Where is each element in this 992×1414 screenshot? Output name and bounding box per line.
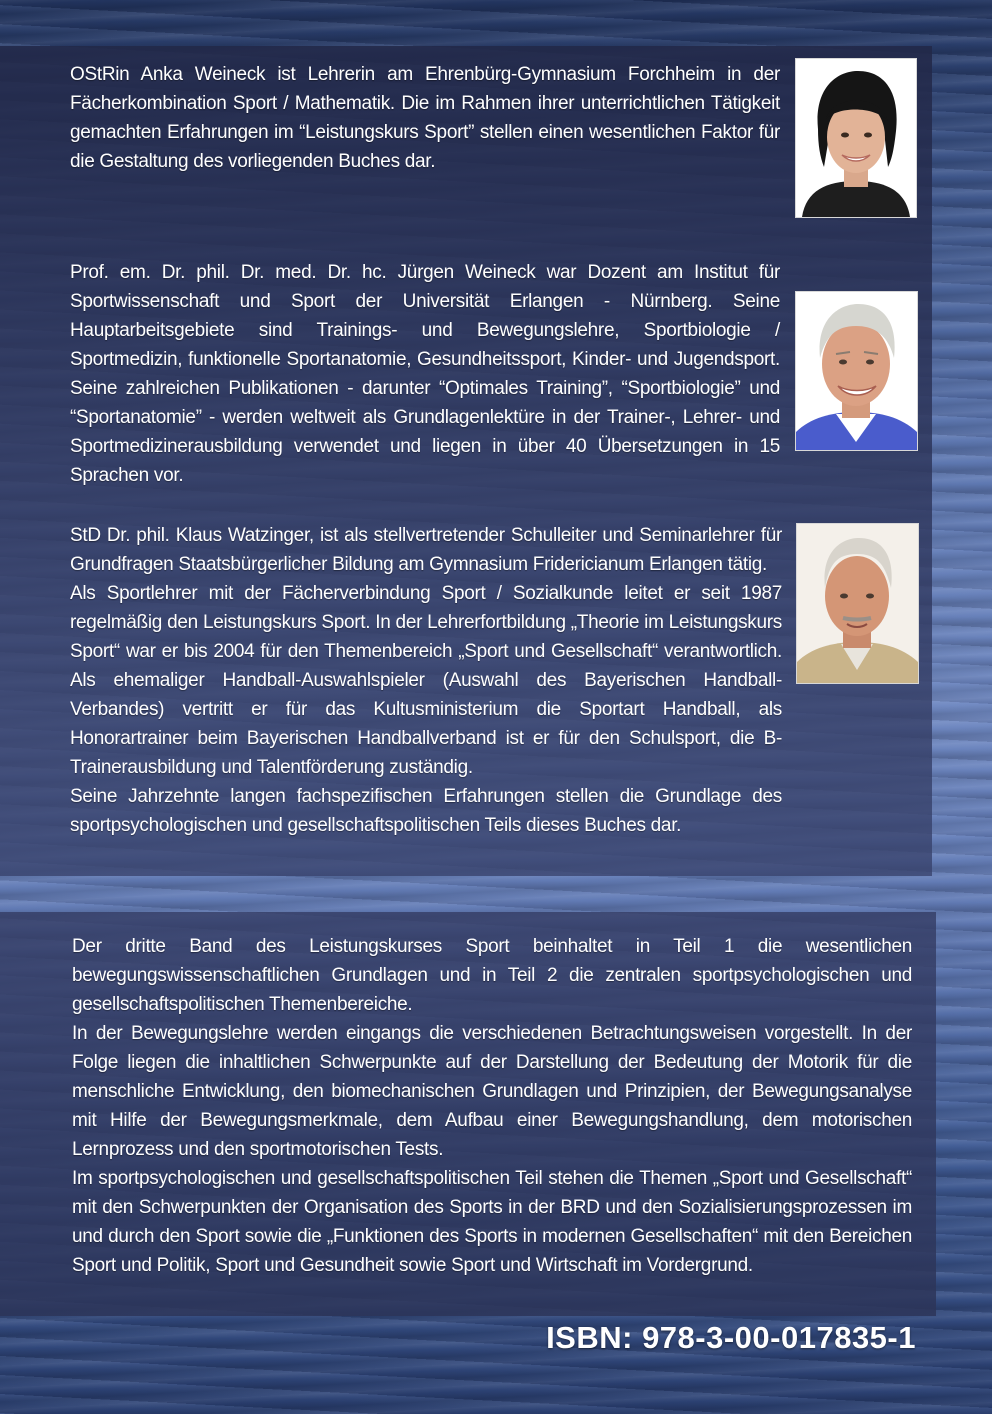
author-bio-klaus-watzinger [70,521,782,840]
author-bio-paragraph: StD Dr. phil. Klaus Watzinger, ist als stellvertretender Schulleiter und Seminarlehrer für Grundfragen Staatsbürgerlicher Bildung am Gymnasium Fridericianum Erlangen tätig. [70,525,782,575]
author-bio-juergen-weineck [70,258,780,490]
summary-paragraph: In der Bewegungslehre werden eingangs die verschiedenen Betrachtungsweisen vorgestellt. In der Folge liegen die inhaltlichen Schwerpunkte auf der Darstellung der Bedeutung der Motorik für die menschliche Entwicklung, den biomechanischen Grundlagen und Prinzipien, der Bewegungsanalyse mit Hilfe der Bewegungsmerkmale, dem Aufbau einer Bewegungshandlung, dem motorischen Lernprozess und den sportmotorischen Tests. [72,1023,912,1160]
author-photo-juergen-weineck [795,291,918,451]
summary-paragraph: Im sportpsychologischen und gesellschaftspolitischen Teil stehen die Themen „Sport und Gesellschaft“ mit den Schwerpunkten der Organisation des Sports in der BRD und den Sozialisierungsprozessen im und durch den Sport sowie die „Funktionen des Sports in modernen Gesellschaften“ mit den Bereichen Sport und Politik, Sport und Gesundheit sowie Sport und Wirtschaft im Vordergrund. [72,1168,912,1276]
book-summary [72,932,912,1280]
author-bio-paragraph: Seine Jahrzehnte langen fachspezifischen Erfahrungen stellen die Grundlage des sportpsychologischen und gesellschaftspolitischen Teils dieses Buches dar. [70,786,782,836]
author-bio-paragraph: Als Sportlehrer mit der Fächerverbindung Sport / Sozialkunde leitet er seit 1987 regelmäßig den Leistungskurs Sport. In der Lehrerfortbildung „Theorie im Leistungskurs Sport“ war er bis 2004 für den Themenbereich „Sport und Gesellschaft“ verantwortlich. Als ehemaliger Handball-Auswahlspieler (Auswahl des Bayerischen Handball-Verbandes) vertritt er für das Kultusministerium die Sportart Handball, als Honorartrainer beim Bayerischen Handballverband ist er für den Schulsport, die B-Trainerausbildung und Talentförderung zuständig. [70,583,782,778]
author-bio-anka-weineck [70,60,780,176]
author-bio-text: OStRin Anka Weineck ist Lehrerin am Ehrenbürg-Gymnasium Forchheim in der Fächerkombination Sport / Mathematik. Die im Rahmen ihrer unterrichtlichen Tätigkeit gemachten Erfahrungen im “Leistungskurs Sport” stellen einen wesentlichen Faktor für die Gestaltung des vorliegenden Buches dar. [70,64,780,172]
isbn-number: ISBN: 978-3-00-017835-1 [546,1320,916,1355]
author-photo-klaus-watzinger [796,523,919,684]
author-photo-anka-weineck [795,58,917,218]
author-bio-text: Prof. em. Dr. phil. Dr. med. Dr. hc. Jürgen Weineck war Dozent am Institut für Sportwissenschaft und Sport der Universität Erlangen - Nürnberg. Seine Hauptarbeitsgebiete sind Trainings- und Bewegungslehre, Sportbiologie / Sportmedizin, funktionelle Sportanatomie, Gesundheitssport, Kinder- und Jugendsport. Seine zahlreichen Publikationen - darunter “Optimales Training”, “Sportbiologie” und “Sportanatomie” - werden weltweit als Grundlagenlektüre in der Trainer-, Lehrer- und Sportmedizinerausbildung verwendet und liegen in über 40 Übersetzungen in 15 Sprachen vor. [70,262,780,486]
summary-paragraph: Der dritte Band des Leistungskurses Sport beinhaltet in Teil 1 die wesentlichen bewegungswissenschaftlichen Grundlagen und in Teil 2 die zentralen sportpsychologischen und gesellschaftspolitischen Themenbereiche. [72,936,912,1015]
